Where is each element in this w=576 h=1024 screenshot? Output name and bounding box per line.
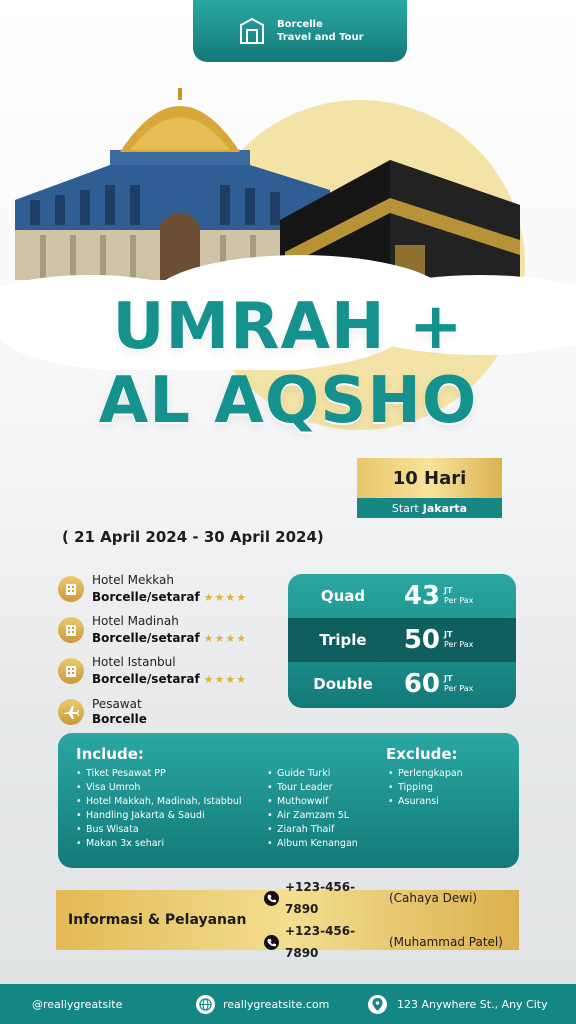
list-item: • Handling Jakarta & Saudi [76,809,242,823]
include-column-2 [267,767,358,851]
phone-icon [264,935,279,950]
hotel-icon [58,576,84,602]
trip-dates: ( 21 April 2024 - 30 April 2024) [62,528,324,546]
room-type: Quad [320,587,366,605]
exclude-column [388,767,463,809]
info-value: Borcelle [92,711,147,726]
price-unit: JT [444,630,453,639]
room-type: Double [313,675,373,693]
include-heading: Include: [76,745,144,763]
list-item: • Makan 3x sehari [76,837,242,851]
phone-number[interactable]: +123-456-7890 [285,880,356,916]
page-title [0,290,576,438]
list-item: • Guide Turki [267,767,358,781]
list-item [58,691,288,732]
brand-badge [193,0,407,62]
list-item [58,609,288,650]
list-item: • Tipping [388,781,463,795]
info-value: Borcelle/setaraf [92,630,200,645]
phone-icon [264,891,279,906]
location-pin-icon [368,995,387,1014]
contact-name: (Muhammad Patel) [389,935,503,949]
price-amount: 60 [403,669,440,699]
info-label: Hotel Mekkah [92,572,174,587]
price-row-quad [288,574,516,618]
hotel-icon [58,617,84,643]
contact-bar [56,880,519,960]
building-icon [239,17,265,45]
list-item: • Air Zamzam 5L [267,809,358,823]
brand-tagline: Travel and Tour [277,32,364,43]
title-line-1: UMRAH + [112,290,464,364]
price-amount: 50 [403,625,440,655]
phone-number[interactable]: +123-456-7890 [285,924,356,960]
price-unit: JT [444,674,453,683]
info-label: Hotel Istanbul [92,654,176,669]
list-item: • Asuransi [388,795,463,809]
list-item: • Hotel Makkah, Madinah, Istabbul [76,795,242,809]
list-item: • Bus Wisata [76,823,242,837]
globe-icon [196,995,215,1014]
title-line-2: AL AQSHO [98,364,478,438]
info-value: Borcelle/setaraf [92,671,200,686]
list-item [58,568,288,609]
price-table [288,574,516,708]
price-amount: 43 [403,581,440,611]
list-item: • Tour Leader [267,781,358,795]
price-unit: JT [444,586,453,595]
price-per: Per Pax [444,640,474,649]
phone-row[interactable] [264,876,503,920]
contact-title: Informasi & Pelayanan [68,912,247,928]
address-text: 123 Anywhere St., Any City [397,997,548,1011]
website-text[interactable]: reallygreatsite.com [223,997,330,1011]
info-label: Hotel Madinah [92,613,179,628]
rating-stars: ★★★★ [203,631,248,645]
list-item: • Tiket Pesawat PP [76,767,242,781]
list-item: • Ziarah Thaif [267,823,358,837]
list-item: • Album Kenangan [267,837,358,851]
footer [0,984,576,1024]
list-item: • Muthowwif [267,795,358,809]
start-city: Jakarta [422,501,468,515]
accommodation-list [58,568,288,732]
price-per: Per Pax [444,684,474,693]
social-handle[interactable]: @reallygreatsite [32,997,123,1011]
rating-stars: ★★★★ [203,590,248,604]
price-row-triple [288,618,516,662]
price-per: Per Pax [444,596,474,605]
phone-row[interactable] [264,920,503,964]
duration-badge [357,458,502,518]
info-label: Pesawat [92,696,142,711]
contact-name: (Cahaya Dewi) [389,891,478,905]
address [368,995,548,1014]
website-link[interactable] [196,995,329,1014]
list-item: • Perlengkapan [388,767,463,781]
list-item: • Visa Umroh [76,781,242,795]
room-type: Triple [319,631,367,649]
start-prefix: Start [391,501,419,515]
list-item [58,650,288,691]
hotel-icon [58,658,84,684]
exclude-heading: Exclude: [386,745,458,763]
airplane-icon [58,699,84,725]
include-column-1 [76,767,242,851]
price-row-double [288,662,516,706]
duration-days: 10 Hari [357,458,502,498]
rating-stars: ★★★★ [203,672,248,686]
brand-name: Borcelle [277,19,323,30]
include-exclude-panel [58,733,519,868]
duration-start [357,498,502,518]
info-value: Borcelle/setaraf [92,589,200,604]
